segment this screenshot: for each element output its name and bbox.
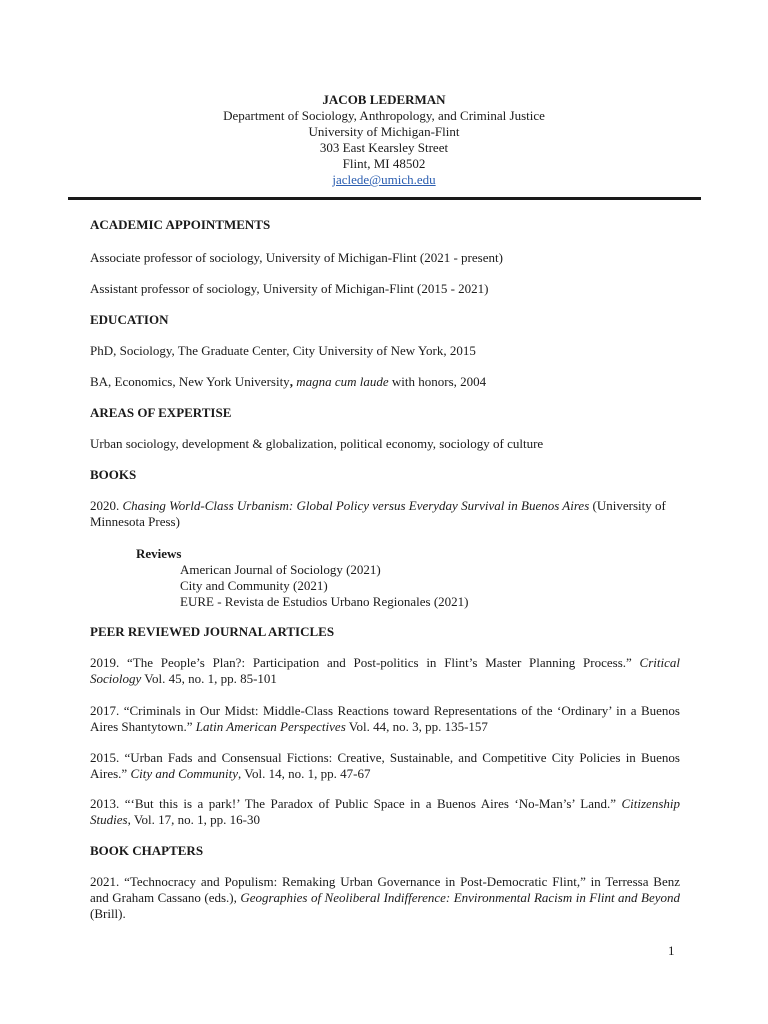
book-reviews bbox=[136, 546, 468, 610]
section-heading-appointments: ACADEMIC APPOINTMENTS bbox=[90, 217, 271, 232]
book-publisher: (University of Minnesota Press) bbox=[90, 498, 666, 529]
ba-suffix: with honors, 2004 bbox=[388, 374, 487, 389]
article-citation: 2019. “The People’s Plan?: Participation and Post-politics in Flint’s Master Planning Process.” bbox=[90, 655, 640, 670]
article-item bbox=[90, 655, 680, 687]
street-address: 303 East Kearsley Street bbox=[319, 140, 449, 155]
chapter-item bbox=[90, 874, 680, 922]
section-heading-expertise: AREAS OF EXPERTISE bbox=[90, 405, 232, 420]
article-volume: , Vol. 14, no. 1, pp. 47-67 bbox=[238, 766, 371, 781]
ba-honor: magna cum laude bbox=[296, 374, 389, 389]
chapter-citation: 2021. “Technocracy and Populism: Remaking Urban Governance in Post-Democratic Flint,” in Terressa Benz and Graham Cassano (eds.), bbox=[90, 874, 680, 905]
article-item bbox=[90, 796, 680, 828]
ba-comma: , bbox=[289, 374, 293, 389]
city-address: Flint, MI 48502 bbox=[342, 156, 426, 171]
article-volume: Vol. 45, no. 1, pp. 85-101 bbox=[141, 671, 277, 686]
review-item: American Journal of Sociology (2021) bbox=[180, 562, 381, 577]
chapter-publisher: (Brill). bbox=[90, 906, 126, 921]
appointment-item: Associate professor of sociology, University of Michigan-Flint (2021 - present) bbox=[90, 250, 503, 265]
article-volume: , Vol. 17, no. 1, pp. 16-30 bbox=[127, 812, 260, 827]
article-journal: Citizenship Studies bbox=[90, 796, 680, 827]
review-item: City and Community (2021) bbox=[180, 578, 328, 593]
article-item bbox=[90, 703, 680, 735]
university: University of Michigan-Flint bbox=[308, 124, 460, 139]
department: Department of Sociology, Anthropology, and Criminal Justice bbox=[223, 108, 545, 123]
education-phd: PhD, Sociology, The Graduate Center, City University of New York, 2015 bbox=[90, 343, 476, 358]
article-volume: Vol. 44, no. 3, pp. 135-157 bbox=[345, 719, 488, 734]
article-citation: 2015. “Urban Fads and Consensual Fictions: Creative, Sustainable, and Competitive City Policies in Buenos Aires.” bbox=[90, 750, 680, 781]
author-name: JACOB LEDERMAN bbox=[322, 92, 446, 107]
section-heading-articles: PEER REVIEWED JOURNAL ARTICLES bbox=[90, 624, 335, 639]
page-number: 1 bbox=[668, 943, 675, 958]
header-divider bbox=[68, 197, 701, 200]
section-heading-books: BOOKS bbox=[90, 467, 137, 482]
article-citation: 2013. “‘But this is a park!’ The Paradox of Public Space in a Buenos Aires ‘No-Man’s’ Land.” bbox=[90, 796, 622, 811]
book-entry bbox=[90, 498, 680, 530]
email-link[interactable]: jaclede@umich.edu bbox=[332, 172, 436, 187]
article-journal: Latin American Perspectives bbox=[195, 719, 346, 734]
cv-header bbox=[0, 92, 768, 188]
article-journal: City and Community bbox=[130, 766, 239, 781]
article-item bbox=[90, 750, 680, 782]
article-journal: Critical Sociology bbox=[90, 655, 680, 686]
section-heading-chapters: BOOK CHAPTERS bbox=[90, 843, 204, 858]
article-citation: 2017. “Criminals in Our Midst: Middle-Class Reactions toward Representations of the ‘Ordinary’ in a Buenos Aires Shantytown.” bbox=[90, 703, 680, 734]
section-heading-education: EDUCATION bbox=[90, 312, 169, 327]
review-item: EURE - Revista de Estudios Urbano Regionales (2021) bbox=[180, 594, 469, 609]
ba-degree: BA, Economics, New York University bbox=[90, 374, 290, 389]
chapter-book-title: Geographies of Neoliberal Indifference: Environmental Racism in Flint and Beyond bbox=[240, 890, 680, 905]
book-title: Chasing World-Class Urbanism: Global Policy versus Everyday Survival in Buenos Aires bbox=[122, 498, 590, 513]
expertise-text: Urban sociology, development & globalization, political economy, sociology of culture bbox=[90, 436, 544, 451]
education-ba bbox=[90, 374, 680, 390]
book-year: 2020. bbox=[90, 498, 123, 513]
appointment-item: Assistant professor of sociology, University of Michigan-Flint (2015 - 2021) bbox=[90, 281, 489, 296]
reviews-heading: Reviews bbox=[136, 546, 182, 561]
